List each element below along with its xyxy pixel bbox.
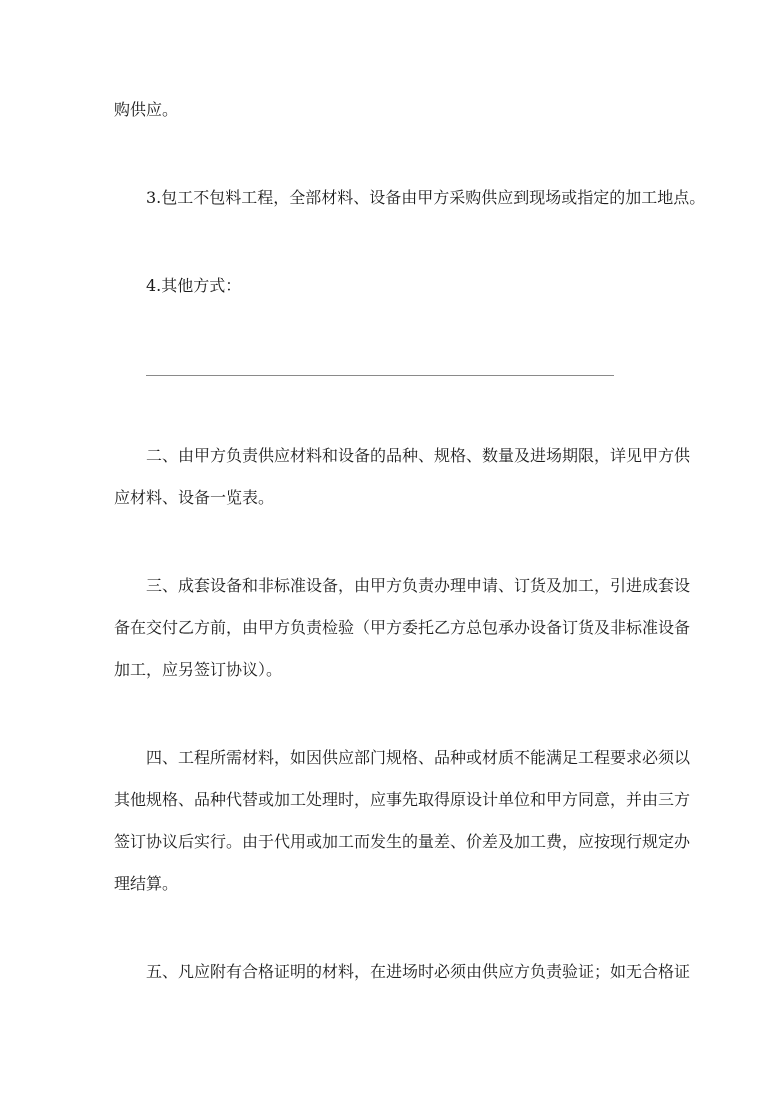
text-line: 三、成套设备和非标准设备，由甲方负责办理申请、订货及加工，引进成套设 — [146, 576, 691, 595]
text-line: 3.包工不包料工程，全部材料、设备由甲方采购供应到现场或指定的加工地点。 — [146, 188, 706, 207]
text-line: 四、工程所需材料，如因供应部门规格、品种或材质不能满足工程要求必须以 — [146, 748, 691, 767]
text-line: 五、凡应附有合格证明的材料，在进场时必须由供应方负责验证；如无合格证 — [146, 962, 691, 981]
text-line: 二、由甲方负责供应材料和设备的品种、规格、数量及进场期限，详见甲方供 — [146, 446, 691, 465]
text-line: 加工，应另签订协议）。 — [114, 660, 283, 679]
text-line: 其他规格、品种代替或加工处理时，应事先取得原设计单位和甲方同意，并由三方 — [114, 790, 691, 809]
text-line: 备在交付乙方前，由甲方负责检验（甲方委托乙方总包承办设备订货及非标准设备 — [114, 618, 691, 637]
text-line: 购供应。 — [114, 100, 179, 119]
text-line: 4.其他方式： — [146, 276, 242, 295]
text-line: 签订协议后实行。由于代用或加工而发生的量差、价差及加工费，应按现行规定办 — [114, 832, 691, 851]
fill-in-blank-line — [146, 375, 614, 376]
text-line: 应材料、设备一览表。 — [114, 488, 275, 507]
text-line: 理结算。 — [114, 874, 179, 893]
